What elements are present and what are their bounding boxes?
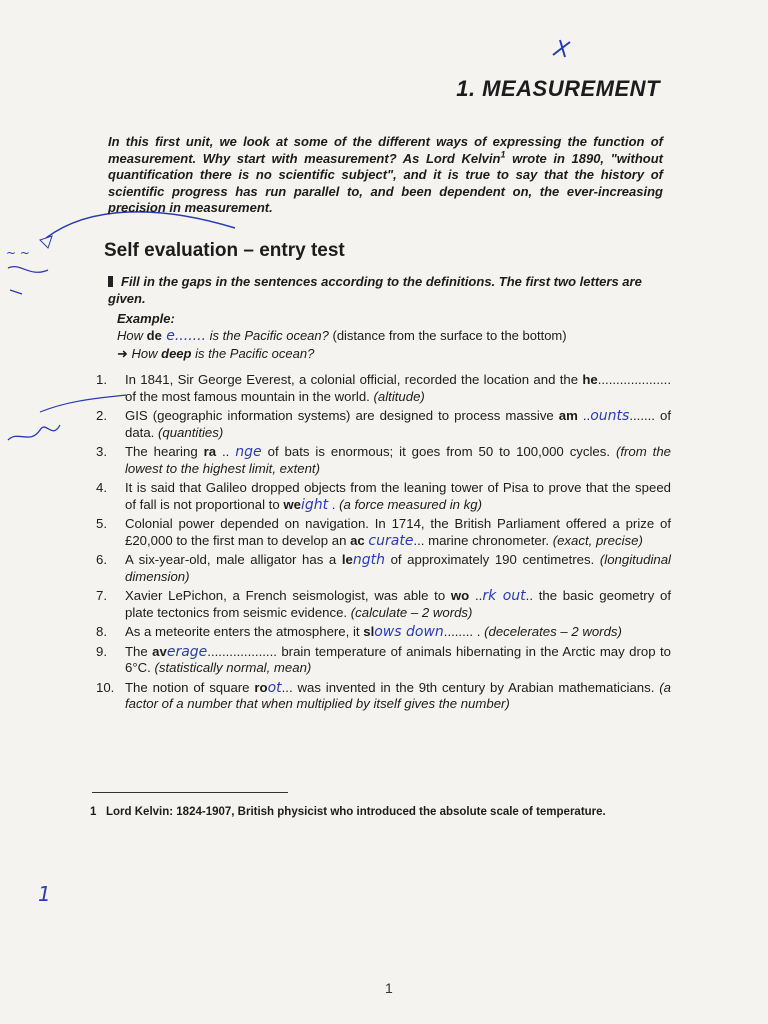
q-given-letters: am bbox=[558, 408, 578, 423]
q-hint: (longitudinal dimension) bbox=[125, 552, 671, 584]
q-post: of the most famous mountain in the world. bbox=[125, 388, 374, 404]
q-post: ....... of data. bbox=[125, 408, 672, 440]
q-post: ... was invented in the 9th century by Arabian mathematicians. bbox=[281, 679, 660, 695]
q-handwritten-answer: rk out bbox=[482, 588, 526, 604]
q-pre: As a meteorite enters the atmosphere, it bbox=[125, 624, 364, 639]
example-q-pre: How bbox=[117, 328, 147, 343]
chapter-title: 1. MEASUREMENT bbox=[456, 76, 660, 101]
q-hint: (decelerates – 2 words) bbox=[484, 624, 622, 639]
q-hint: (calculate – 2 words) bbox=[350, 604, 473, 620]
intro-text-1: In this first unit, we look at some of the different ways of expressing the function of bbox=[108, 134, 663, 149]
q-gap: .. bbox=[469, 588, 483, 603]
question-item bbox=[96, 588, 671, 621]
section-title: Self evaluation – entry test bbox=[104, 240, 345, 261]
q-given-letters: wo bbox=[450, 588, 470, 603]
q-handwritten-answer: ngth bbox=[352, 552, 385, 568]
question-item bbox=[96, 444, 671, 477]
q-given-letters: ra bbox=[203, 444, 217, 459]
page-mark-bottom: 1 bbox=[385, 980, 393, 996]
arrow-right-icon: ➜ bbox=[117, 346, 128, 361]
instruction bbox=[108, 274, 663, 307]
intro-bold-word: measurement bbox=[108, 150, 193, 166]
handwritten-page-number: 1 bbox=[38, 882, 51, 906]
question-item bbox=[96, 624, 671, 641]
intro-text-2: . Why start with measurement? As Lord Kelvin bbox=[192, 150, 501, 166]
q-pre: In 1841, Sir George Everest, a colonial official, recorded the location and the bbox=[125, 372, 583, 387]
example-a-post: is the Pacific ocean? bbox=[191, 346, 315, 361]
q-handwritten-answer: erage bbox=[166, 643, 208, 660]
example-q-bold: de bbox=[146, 328, 162, 343]
q-given-letters: sl bbox=[363, 624, 375, 639]
instruction-text: Fill in the gaps in the sentences according to the definitions. The first two letters are given. bbox=[108, 274, 642, 306]
q-given-letters: av bbox=[152, 643, 167, 659]
question-list bbox=[96, 372, 671, 716]
q-given-letters: ro bbox=[254, 679, 268, 695]
question-item bbox=[96, 408, 671, 441]
q-post: ................... brain temperature of animals hibernating in the Arctic may drop to 6°C. bbox=[125, 643, 671, 675]
q-hint: (a force measured in kg) bbox=[339, 496, 483, 512]
footnote-ref: 1 bbox=[500, 149, 506, 160]
question-number: 10. bbox=[96, 679, 115, 695]
example-a-bold: deep bbox=[161, 346, 192, 361]
question-item bbox=[96, 372, 671, 405]
q-post: of bats is enormous; it goes from 50 to 100,000 cycles. bbox=[261, 444, 616, 459]
q-post: ... marine chronometer. bbox=[413, 532, 553, 548]
q-pre: Xavier LePichon, a French seismologist, was able to bbox=[125, 588, 451, 603]
example-block bbox=[117, 310, 677, 362]
bullet-square-icon bbox=[108, 276, 113, 287]
q-given-letters: ac bbox=[350, 532, 365, 548]
q-handwritten-answer: ounts bbox=[590, 408, 630, 424]
q-pre: The notion of square bbox=[125, 679, 255, 695]
question-number: 8. bbox=[96, 624, 107, 639]
q-given-letters: we bbox=[283, 496, 301, 512]
q-pre: The bbox=[125, 643, 153, 659]
example-q-hint: (distance from the surface to the bottom) bbox=[328, 328, 567, 343]
example-q-gap: e....... bbox=[161, 328, 207, 344]
q-hint: (quantities) bbox=[158, 424, 224, 440]
question-number: 2. bbox=[96, 408, 107, 423]
question-number: 6. bbox=[96, 552, 107, 567]
margin-scribble-arabic: ~ ~ bbox=[6, 246, 30, 260]
question-number: 1. bbox=[96, 372, 107, 387]
q-given-letters: he bbox=[582, 372, 598, 387]
q-hint: (exact, precise) bbox=[552, 532, 643, 548]
q-pre: A six-year-old, male alligator has a bbox=[125, 552, 342, 567]
q-post: ........ . bbox=[443, 624, 485, 639]
example-answer bbox=[117, 345, 677, 362]
q-handwritten-answer: nge bbox=[235, 444, 262, 460]
q-hint: (from the lowest to the highest limit, extent) bbox=[125, 444, 671, 476]
q-handwritten-answer: ot bbox=[267, 679, 282, 696]
question-item bbox=[96, 480, 671, 513]
q-handwritten-answer: curate bbox=[368, 532, 414, 549]
q-pre: Colonial power depended on navigation. In 1714, the British Parliament offered a prize of £20,000 to the first man to develop an bbox=[125, 516, 671, 548]
footnote-text: Lord Kelvin: 1824-1907, British physicist who introduced the absolute scale of temperature. bbox=[106, 806, 606, 818]
question-item bbox=[96, 552, 671, 585]
question-item bbox=[96, 680, 671, 713]
example-a-pre: How bbox=[127, 346, 162, 361]
example-q-post: is the Pacific ocean? bbox=[209, 328, 329, 343]
question-item bbox=[96, 516, 671, 549]
q-given-letters: le bbox=[341, 552, 353, 567]
q-handwritten-answer: ows down bbox=[374, 624, 444, 640]
q-handwritten-answer: ight bbox=[300, 496, 329, 513]
footnote-divider bbox=[92, 792, 288, 793]
q-gap: .................... bbox=[597, 372, 671, 387]
q-hint: (statistically normal, mean) bbox=[154, 660, 312, 675]
q-post: . bbox=[328, 496, 340, 512]
q-gap: .. bbox=[577, 408, 591, 423]
question-number: 5. bbox=[96, 516, 107, 531]
intro-text-3: wrote in 1890, "without quantification there is no scientific subject", and it is true to say that the history of scientific progress has run parallel to, and been dependent on, the ever-increasing precision in measurement. bbox=[108, 150, 663, 215]
question-number: 4. bbox=[96, 480, 107, 495]
q-hint: (a factor of a number that when multiplied by itself gives the number) bbox=[125, 679, 671, 711]
q-pre: It is said that Galileo dropped objects from the leaning tower of Pisa to prove that the speed of fall is not proportional to bbox=[125, 480, 671, 512]
footnote-number: 1 bbox=[90, 806, 97, 818]
question-number: 9. bbox=[96, 643, 107, 659]
example-question bbox=[117, 327, 677, 345]
q-pre: The hearing bbox=[125, 444, 204, 459]
question-number: 3. bbox=[96, 444, 107, 459]
q-post: .. the basic geometry of plate tectonics from seismic evidence. bbox=[125, 588, 672, 620]
question-number: 7. bbox=[96, 588, 107, 603]
intro-paragraph bbox=[108, 134, 663, 217]
q-pre: GIS (geographic information systems) are designed to process massive bbox=[125, 408, 559, 423]
question-item bbox=[96, 644, 671, 677]
q-gap: .. bbox=[216, 444, 236, 459]
q-hint: (altitude) bbox=[373, 388, 425, 404]
q-post: of approximately 190 centimetres. bbox=[384, 552, 600, 567]
example-label: Example: bbox=[117, 311, 175, 326]
footnote bbox=[90, 806, 650, 818]
